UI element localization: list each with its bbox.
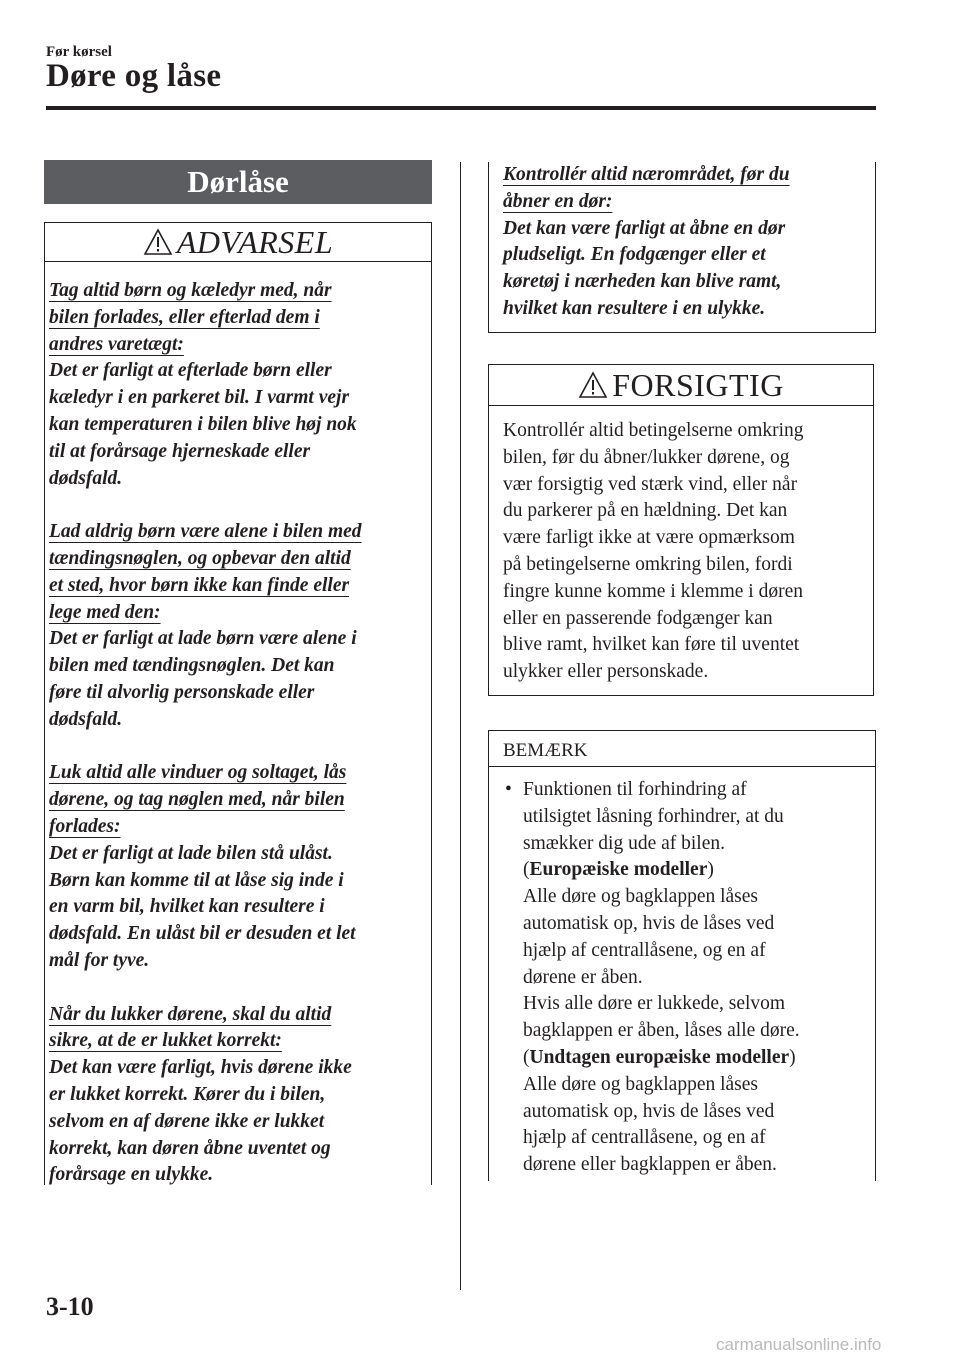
warning-item xyxy=(49,519,417,733)
caution-body: Kontrollér altid betingelserne omkring bilen, før du åbner/lukker dørene, og vær forsigtig ved stærk vind, eller når du parkerer på en hældning. Det kan være farligt ikke at være opmærksom på betingelserne omkring bilen, fordi fingre kunne komme i klemme i døren eller en passerende fodgænger kan blive ramt, hvilket kan føre til uventet ulykker eller personskade. xyxy=(503,420,804,683)
caution-title: FORSIGTIG xyxy=(612,366,784,403)
caution-box xyxy=(488,364,874,696)
warning-continued-heading: Kontrollér altid nærområdet, før du åbner en dør: xyxy=(503,164,790,212)
warning-item-text: Det er farligt at lade børn være alene i bilen med tændingsnøglen. Det kan føre til alvorlig personskade eller dødsfald. xyxy=(49,628,357,730)
warning-item-text: Det er farligt at lade bilen stå ulåst. Børn kan komme til at låse sig inde i en varm bil, hvilket kan resultere i dødsfald. En ulåst bil er desuden et let mål for tyve. xyxy=(49,842,356,971)
section-title: Døre og låse xyxy=(46,58,222,94)
warning-triangle-icon xyxy=(143,228,173,256)
watermark: carmanualsonline.info xyxy=(716,1335,882,1354)
warning-item-heading: Luk altid alle vinduer og soltaget, lås dørene, og tag nøglen med, når bilen forlades: xyxy=(49,762,347,837)
warning-item-heading: Tag altid børn og kæledyr med, når bilen forlades, eller efterlad dem i andres varetægt: xyxy=(49,280,332,355)
warning-title: ADVARSEL xyxy=(176,223,334,260)
warning-box xyxy=(44,222,432,1185)
warning-item xyxy=(49,278,417,492)
header-rule xyxy=(46,106,876,110)
warning-item xyxy=(49,760,417,974)
warning-item-heading: Lad aldrig børn være alene i bilen med tændingsnøglen, og opbevar den altid et sted, hvor børn ikke kan finde eller lege med den: xyxy=(49,521,362,623)
warning-body xyxy=(45,262,431,1189)
warning-header xyxy=(45,223,431,262)
note-box xyxy=(488,730,876,1181)
warning-item-heading: Når du lukker dørene, skal du altid sikre, at de er lukket korrekt: xyxy=(49,1003,332,1052)
warning-item-text: Det kan være farligt, hvis dørene ikke er lukket korrekt. Kører du i bilen, selvom en af dørene ikke er lukket korrekt, kan døren åbne uventet og forårsage en ulykke. xyxy=(49,1057,352,1186)
note-body xyxy=(489,767,875,1179)
chapter-label: Før kørsel xyxy=(46,44,112,60)
warning-continued-text: Det kan være farligt at åbne en dør pludseligt. En fodgænger eller et køretøj i nærheden kan blive ramt, hvilket kan resultere i en ulykke. xyxy=(503,217,786,319)
note-text: Funktionen til forhindring af utilsigtet låsning forhindrer, at du smækker dig ude af bilen. (Europæiske modeller) Alle døre og bagklappen låses automatisk op, hvis de låses ved hjælp af centrallåsene, og en af dørene er åben. Hvis alle døre er lukkede, selvom bagklappen er åben, låses alle døre. (Undtagen europæiske modeller) Alle døre og bagklappen låses automatisk op, hvis de låses ved hjælp af centrallåsene, og en af dørene eller bagklappen er åben. xyxy=(523,779,800,1176)
warning-triangle-icon xyxy=(578,371,608,399)
warning-item-text: Det er farligt at efterlade børn eller kæledyr i en parkeret bil. I varmt vejr kan temperaturen i bilen blive høj nok til at forårsage hjerneskade eller dødsfald. xyxy=(49,360,357,489)
caution-header xyxy=(489,365,873,406)
page-number: 3-10 xyxy=(46,1292,94,1321)
warning-continued-box xyxy=(488,162,876,333)
warning-continued-body xyxy=(489,162,875,323)
warning-item xyxy=(49,1002,417,1190)
doorlock-heading-bar: Dørlåse xyxy=(44,160,432,204)
note-title: BEMÆRK xyxy=(489,731,875,767)
bullet-icon: • xyxy=(505,779,512,800)
column-divider xyxy=(460,162,461,1290)
